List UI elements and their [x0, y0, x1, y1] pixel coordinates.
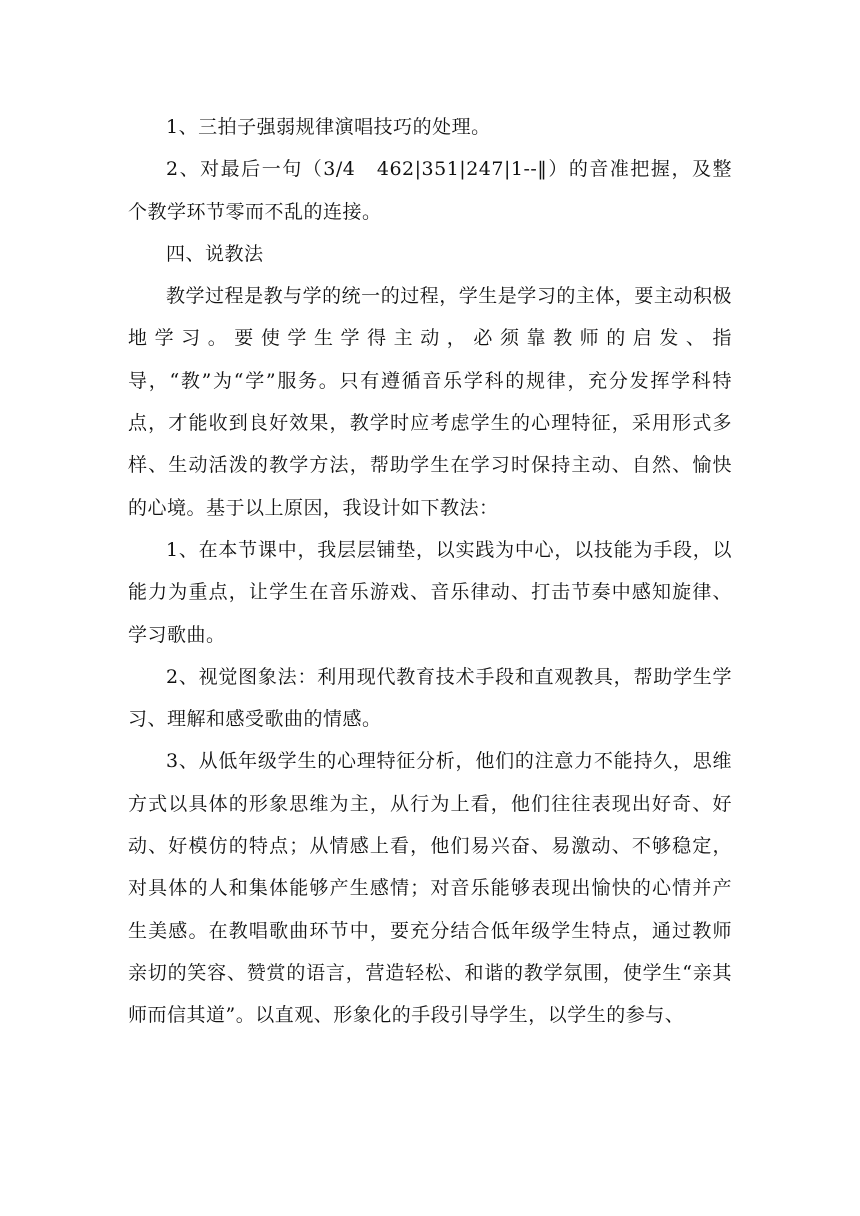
paragraph-method-1: 1、在本节课中，我层层铺垫，以实践为中心，以技能为手段，以能力为重点，让学生在音乐游戏、音乐律动、打击节奏中感知旋律、学习歌曲。 — [128, 538, 732, 646]
paragraph-method-2: 2、视觉图象法：利用现代教育技术手段和直观教具，帮助学生学习、理解和感受歌曲的情感。 — [128, 665, 732, 731]
section-heading-teaching-methods: 四、说教法 — [166, 242, 264, 265]
document-body — [128, 106, 732, 1037]
paragraph-difficulty-2: 2、对最后一句（3/4 462|351|247|1--‖）的音准把握，及整个教学环节零而不乱的连接。 — [128, 158, 732, 223]
paragraph-difficulty-1: 1、三拍子强弱规律演唱技巧的处理。 — [166, 116, 491, 138]
paragraph-method-3: 3、从低年级学生的心理特征分析，他们的注意力不能持久，思维方式以具体的形象思维为主，从行为上看，他们往往表现出好奇、好动、好模仿的特点；从情感上看，他们易兴奋、易激动、不够稳定，对具体的人和集体能够产生感情；对音乐能够表现出愉快的心情并产生美感。在教唱歌曲环节中，要充分结合低年级学生特点，通过教师亲切的笑容、赞赏的语言，营造轻松、和谐的教学氛围，使学生“亲其师而信其道”。以直观、形象化的手段引导学生，以学生的参与、 — [128, 750, 732, 1027]
paragraph-teaching-intro: 教学过程是教与学的统一的过程，学生是学习的主体，要主动积极地学习。要使学生学得主动，必须靠教师的启发、指导，“教”为“学”服务。只有遵循音乐学科的规律，充分发挥学科特点，才能收到良好效果，教学时应考虑学生的心理特征，采用形式多样、生动活泼的教学方法，帮助学生在学习时保持主动、自然、愉快的心境。基于以上原因，我设计如下教法： — [128, 285, 732, 519]
